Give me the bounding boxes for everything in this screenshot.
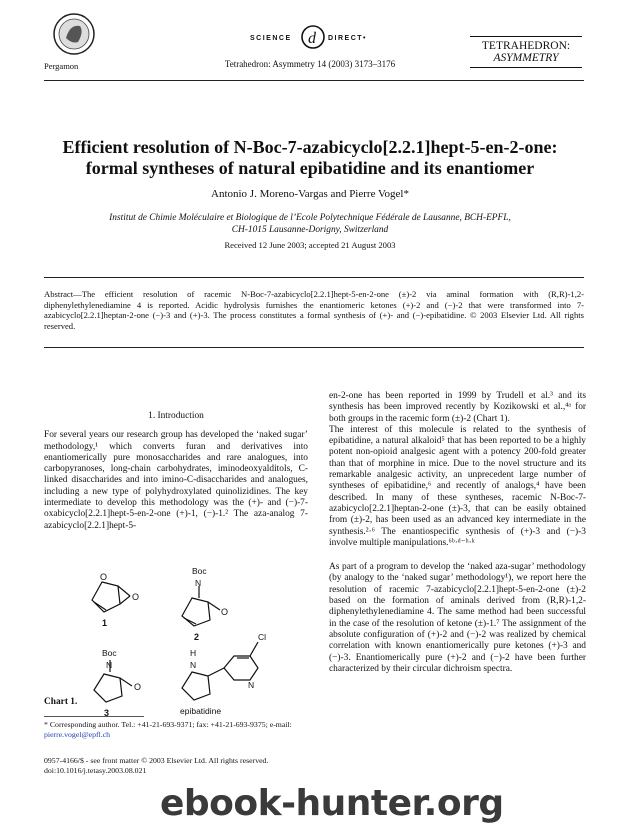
journal-citation: Tetrahedron: Asymmetry 14 (2003) 3173–3176: [224, 59, 396, 69]
chart-label-o1: O: [100, 572, 108, 582]
journal-box-line1: TETRAHEDRON:: [481, 40, 571, 52]
issn-line: 0957-4166/$ - see front matter © 2003 Elsevier Ltd. All rights reserved.: [44, 756, 269, 765]
journal-box-line2: ASYMMETRY: [493, 52, 559, 64]
svg-text:DIRECT•: DIRECT•: [328, 35, 368, 42]
left-column: [44, 411, 308, 532]
chart-label-boc3: Boc: [102, 648, 117, 658]
svg-text:SCIENCE: SCIENCE: [250, 35, 292, 42]
chart-label-h: H: [190, 648, 197, 658]
chart-label-o1b: O: [132, 592, 140, 602]
abstract-top-rule: [44, 277, 584, 278]
authors: Antonio J. Moreno-Vargas and Pierre Vogel*: [211, 188, 409, 200]
right-paragraph-1: en-2-one has been reported in 1999 by Trudell et al.³ and its synthesis has been improved recently by Kozikowski et al.,⁴ᵃ for both groups in the racemic form (±)-2 (Chart 1).: [329, 391, 586, 424]
header-rule: [44, 80, 584, 81]
chart-1-structures: [74, 560, 304, 720]
abstract: Abstract—The efficient resolution of racemic N-Boc-7-azabicyclo[2.2.1]hept-5-en-2-one (±)-2 via aminal formation with (R,R)-1,2-diphenylethylenediamine 4 is reported. Acidic hydrolysis furnishes the enantiomeric ketones (+)-2 and (−)-2 that were transformed into 7-azabicyclo[2.2.1]heptan-2-one (−)-3 and (+)-3. The process constitutes a formal synthesis of (+)- and (−)-epibatidine. © 2003 Elsevier Ltd. All rights reserved.: [44, 289, 584, 331]
affiliation-line1: Institut de Chimie Moléculaire et Biologique de l’Ecole Polytechnique Fédérale de Lausanne, BCH-EPFL,: [109, 213, 511, 223]
chart-label-npyr: N: [248, 680, 255, 690]
pergamon-logo-icon: [52, 12, 96, 56]
chart-caption: Chart 1.: [44, 697, 78, 707]
compound-1-label: 1: [102, 618, 108, 628]
footnote-rule: [44, 716, 144, 717]
svg-text:d: d: [308, 30, 316, 47]
epibatidine-label: epibatidine: [180, 706, 222, 716]
chart-label-o3: O: [134, 682, 142, 692]
article-title: [30, 137, 590, 179]
sciencedirect-logo-icon: [248, 24, 378, 52]
compound-2-label: 2: [194, 632, 200, 642]
footnote-text: * Corresponding author. Tel.: +41-21-693-9371; fax: +41-21-693-9375; e-mail:: [44, 720, 292, 729]
section-heading: 1. Introduction: [148, 411, 204, 421]
chart-label-n2: N: [195, 578, 202, 588]
right-paragraph-3: As part of a program to develop the ‘naked aza-sugar’ methodology (by analogy to the ‘naked sugar’ methodology¹), we report here the resolution of racemic 7-azabicyclo[2.2.1]hept-5-en-2-one (±)-2 based on the formation of aminals derived from (R,R)-1,2-diphenylethylenediamine 4. The same method had been successful in the case of the resolution of ketone (±)-1.⁷ The assignment of the absolute configuration of (+)-2 and (−)-2 was realized by chemical correlation with known enantiomerically pure ketones (+)-3 and (−)-3. Enantiomerically pure (+)-2 and (−)-2 have been further characterized by their circular dichroism spectra.: [329, 562, 586, 674]
footnote: [44, 720, 314, 739]
author-email-link[interactable]: pierre.vogel@epfl.ch: [44, 729, 111, 739]
compound-3-label: 3: [104, 708, 110, 718]
affiliation: [60, 212, 560, 236]
issn-doi: [44, 756, 268, 776]
chart-label-boc2: Boc: [192, 566, 207, 576]
abstract-bottom-rule: [44, 347, 584, 348]
title-line1: Efficient resolution of N-Boc-7-azabicyclo[2.2.1]hept-5-en-2-one:: [62, 137, 558, 157]
right-paragraph-2: The interest of this molecule is related to the synthesis of epibatidine, a natural alkaloid⁵ that has been reported to be a highly potent non-opioid analgesic agent with a potency 200-fold greater than that of morphine in mice. Due to the novel structure and its remarkable analgesic activity, an unprecedent large number of syntheses of epibatidine,⁶ and recently of analogs,⁴ have been described. In many of these syntheses, racemic N-Boc-7-azabicyclo[2.2.1]heptan-2-one (±)-3, that can be easily obtained from (±)-2, has been used as an advanced key intermediate in the synthesis.²·⁶ The enantiospecific synthesis of (+)-3 and (−)-3 involve multiple manipulations.⁶ᵇ·ᵈ⁻ʰ·ᵏ: [329, 424, 586, 548]
chart-label-nepi: N: [190, 660, 197, 670]
chart-label-o2: O: [221, 607, 229, 617]
chart-label-n3: N: [106, 660, 113, 670]
affiliation-line2: CH-1015 Lausanne-Dorigny, Switzerland: [231, 225, 389, 235]
title-line2: formal syntheses of natural epibatidine and its enantiomer: [85, 158, 535, 178]
left-paragraph: For several years our research group has developed the ‘naked sugar’ methodology,¹ which converts furan and derivatives into enantiomerically pure monosaccharides and rare analogues, into carbopyranoses, long-chain carbohydrates, iminodeoxyalditols, C-linked disaccharides and into imino-C-disaccharides and analogues, including a new type of polyhydroxylated quinolizidines. The key intermediate to develop this methodology was the (+)- and (−)-7-oxabicyclo[2.2.1]hept-5-en-2-one (+)-1, (−)-1.² The aza-analog 7-azabicyclo[2.2.1]hept-5-: [44, 430, 308, 531]
right-column: [329, 391, 586, 675]
doi-line: doi:10.1016/j.tetasy.2003.08.021: [44, 766, 147, 775]
received-dates: Received 12 June 2003; accepted 21 August 2003: [224, 240, 396, 250]
watermark-text: ebook-hunter.org: [160, 783, 504, 824]
publisher-name: Pergamon: [44, 61, 79, 71]
journal-title-box: [470, 36, 582, 68]
chart-label-cl: Cl: [258, 632, 267, 642]
